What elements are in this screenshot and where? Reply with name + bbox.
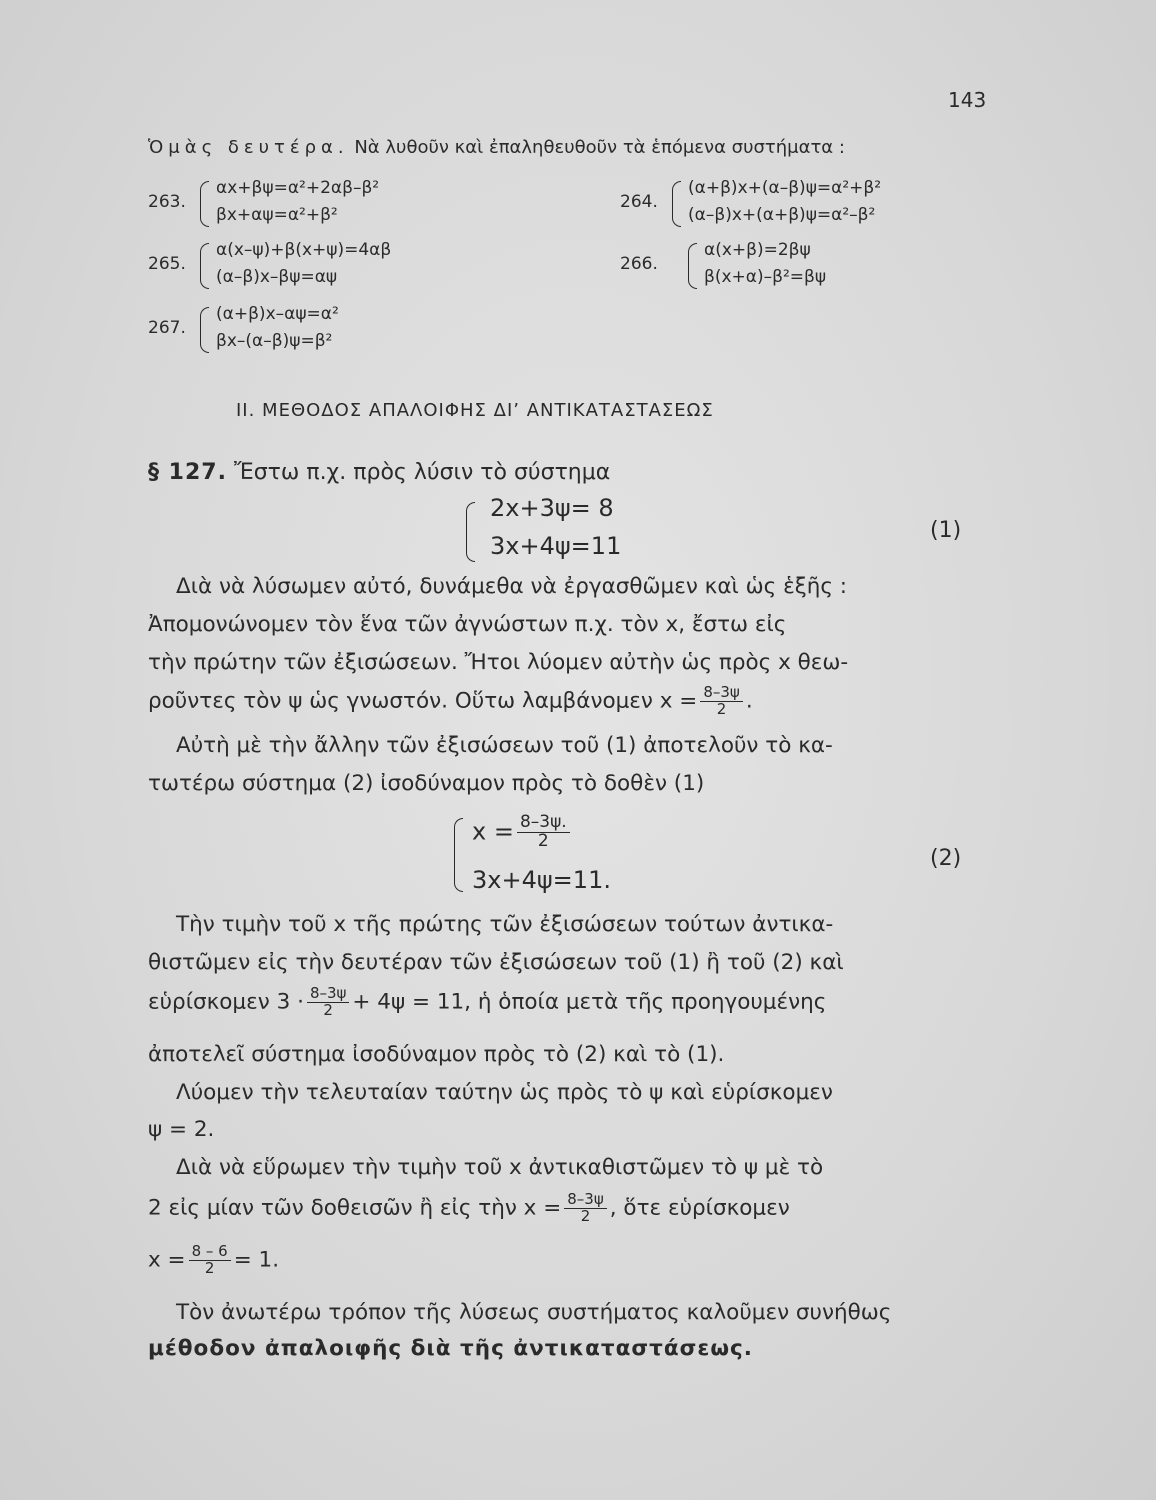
text-run: . [745,688,753,714]
text-line: Λύομεν τὴν τελευταίαν ταύτην ὡς πρὸς τὸ ψ καὶ εὑρίσκομεν [176,1080,833,1105]
fraction-numerator: 8–3ψ [564,1192,606,1209]
section-number: § 127. [148,460,227,485]
exercise-number: 265. [148,254,186,274]
text-run: = 1. [233,1247,280,1273]
exercise-number: 264. [620,192,658,212]
fraction [517,814,570,851]
text-line: Διὰ νὰ λύσωμεν αὐτό, δυνάμεθα νὰ ἐργασθῶμεν καὶ ὡς ἑξῆς : [176,574,848,599]
text-run: ροῦντες τὸν ψ ὡς γνωστόν. Οὕτω λαμβάνομεν x = [148,688,698,714]
system-brace [672,181,681,227]
exercise-number: 266. [620,254,658,274]
system1-equation: 3x+4ψ=11 [490,532,622,560]
exercise-number: 263. [148,192,186,212]
exercise-equation: (α+β)x+(α–β)ψ=α²+β² [688,178,882,198]
exercise-number: 267. [148,318,186,338]
text-run: εὑρίσκομεν 3 · [148,989,304,1015]
text-line: Τὸν ἀνωτέρω τρόπον τῆς λύσεως συστήματος καλοῦμεν συνήθως [176,1300,892,1325]
text-line [148,1192,790,1225]
exercise-equation: α(x+β)=2βψ [704,240,811,260]
fraction-denominator: 2 [537,830,549,851]
exercises-instruction: Νὰ λυθοῦν καὶ ἐπαληθευθοῦν τὰ ἑπόμενα συστήματα : [354,137,845,158]
system2-equation: 3x+4ψ=11. [472,866,611,894]
text-line: ψ = 2. [148,1117,215,1142]
text-line [148,1244,279,1277]
exercise-equation: βx–(α–β)ψ=β² [216,331,333,351]
equation-tag: (2) [930,846,962,871]
fraction-denominator: 2 [204,1258,215,1277]
bold-term: μέθοδον ἀπαλοιφῆς διὰ τῆς ἀντικαταστάσεως. [148,1336,753,1361]
fraction [189,1244,231,1277]
chapter-heading: II. ΜΕΘΟΔΟΣ ΑΠΑΛΟΙΦΗΣ ΔΙ’ ΑΝΤΙΚΑΤΑΣΤΑΣΕΩΣ [236,400,714,421]
text-run: 2 εἰς μίαν τῶν δοθεισῶν ἢ εἰς τὴν x = [148,1195,562,1221]
exercise-equation: (α+β)x–αψ=α² [216,304,339,324]
text-line: τωτέρω σύστημα (2) ἰσοδύναμον πρὸς τὸ δοθὲν (1) [148,771,705,796]
system-brace [454,818,463,892]
text-run: , ὅτε εὑρίσκομεν [609,1195,790,1221]
fraction-denominator: 2 [323,1000,333,1019]
section-intro: Ἔστω π.χ. πρὸς λύσιν τὸ σύστημα [233,460,611,485]
system-brace [688,243,697,289]
text-line: ἀποτελεῖ σύστημα ἰσοδύναμον πρὸς τὸ (2) καὶ τὸ (1). [148,1042,725,1067]
system-brace [200,181,209,227]
text-line: Διὰ νὰ εὕρωμεν τὴν τιμὴν τοῦ x ἀντικαθιστῶμεν τὸ ψ μὲ τὸ [176,1155,824,1180]
exercises-intro [148,137,845,158]
text-line: θιστῶμεν εἰς τὴν δευτέραν τῶν ἐξισώσεων τοῦ (1) ἢ τοῦ (2) καὶ [148,950,844,975]
fraction-numerator: 8–3ψ. [517,814,570,833]
section-title [148,460,610,485]
text-run: + 4ψ = 11, ἡ ὁποία μετὰ τῆς προηγουμένης [352,989,827,1015]
system-brace [200,243,209,289]
page-number: 143 [948,88,987,112]
system-brace [466,502,475,562]
fraction-numerator: 8 – 6 [189,1244,231,1261]
text-line: Ἀπομονώνομεν τὸν ἕνα τῶν ἀγνώστων π.χ. τὸν x, ἔστω εἰς [148,612,787,637]
fraction [700,685,742,718]
fraction [564,1192,606,1225]
exercise-equation: α(x–ψ)+β(x+ψ)=4αβ [216,240,392,260]
equation-tag: (1) [930,518,962,543]
exercise-equation: αx+βψ=α²+2αβ–β² [216,178,380,198]
text-line: τὴν πρώτην τῶν ἐξισώσεων. Ἤτοι λύομεν αὐτὴν ὡς πρὸς x θεω- [148,650,849,675]
text-line: Αὐτὴ μὲ τὴν ἄλλην τῶν ἐξισώσεων τοῦ (1) ἀποτελοῦν τὸ κα- [176,733,833,758]
text-run: x = [148,1247,186,1273]
text-line [148,986,826,1019]
fraction [307,986,349,1019]
fraction-denominator: 2 [580,1206,591,1225]
text-line [148,685,753,718]
exercise-equation: (α–β)x–βψ=αψ [216,267,338,287]
exercise-equation: β(x+α)–β²=βψ [704,267,827,287]
fraction-numerator: 8–3ψ [307,986,349,1003]
text-line: Τὴν τιμὴν τοῦ x τῆς πρώτης τῶν ἐξισώσεων τούτων ἀντικα- [176,912,834,937]
fraction-denominator: 2 [716,699,727,718]
exercise-equation: βx+αψ=α²+β² [216,205,338,225]
exercises-group-label: Ὁμὰς δευτέρα. [148,137,349,158]
exercise-equation: (α–β)x+(α+β)ψ=α²–β² [688,205,876,225]
system-brace [200,307,209,353]
system2-equation [472,814,573,851]
system1-equation: 2x+3ψ= 8 [490,494,614,522]
fraction-numerator: 8–3ψ [700,685,742,702]
text-run: x = [472,817,514,846]
